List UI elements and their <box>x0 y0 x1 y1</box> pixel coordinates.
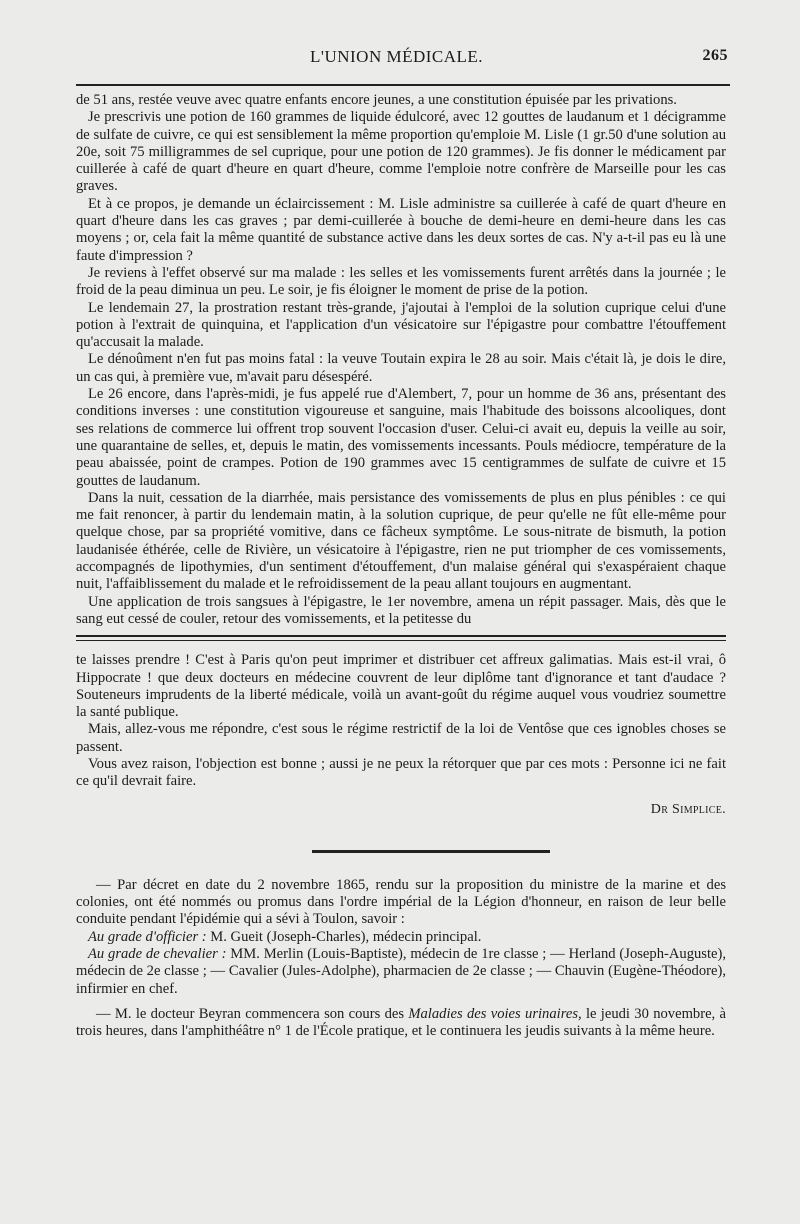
article-body <box>76 92 726 628</box>
paragraph: de 51 ans, restée veuve avec quatre enfants encore jeunes, a une constitution épuisée par les privations. <box>76 92 677 108</box>
paragraph: Vous avez raison, l'objection est bonne ; aussi je ne peux la rétorquer que par ces mots : Personne ici ne fait ce qu'il devrait faire. <box>76 755 726 790</box>
feuilleton-body <box>76 652 726 818</box>
journal-title: L'UNION MÉDICALE. <box>310 47 484 66</box>
paragraph: Je reviens à l'effet observé sur ma malade : les selles et les vomissements furent arrêtés dans la journée ; le froid de la peau diminua un peu. Le soir, je fis éloigner le moment de prise de la potion. <box>76 264 726 299</box>
signature-prefix: Dr <box>650 801 669 817</box>
paragraph: Et à ce propos, je demande un éclaircissement : M. Lisle administre sa cuillerée à café de quart d'heure en quart d'heure dans les cas graves ; par demi-cuillerée à bouche de demi-heure en demi-heure dans les cas moyens ; or, cela fait la même quantité de substance active dans les deux sortes de cas. N'y a-t-il pas eu là une faute d'impression ? <box>76 195 726 264</box>
running-head <box>76 44 756 74</box>
paragraph: Le dénoûment n'en fut pas moins fatal : la veuve Toutain expira le 28 au soir. Mais c'était là, je dois le dire, un cas qui, à première vue, m'avait paru désespéré. <box>76 351 726 385</box>
officer-label: Au grade d'officier : <box>88 928 207 945</box>
feuilleton-separator <box>76 635 726 641</box>
header-rule <box>76 84 730 86</box>
course-intro: — M. le docteur Beyran commencera son cours des <box>96 1005 409 1022</box>
paragraph: te laisses prendre ! C'est à Paris qu'on peut imprimer et distribuer cet affreux galimatias. Mais est-il vrai, ô Hippocrate ! que deux docteurs en médecine couvrent de leur diplôme tant d'ignorance et tant d'audace ? Souteneurs imprudents de la liberté médicale, voilà un avant-goût du régime auquel vous voudriez soumettre la santé publique. <box>76 652 726 721</box>
paragraph: Une application de trois sangsues à l'épigastre, le 1er novembre, amena un répit passager. Mais, dès que le sang eut cessé de couler, retour des vomissements, et la petitesse du <box>76 593 726 627</box>
officer-text: M. Gueit (Joseph-Charles), médecin principal. <box>206 928 482 945</box>
course-title: Maladies des voies urinaires, <box>408 1005 582 1022</box>
paragraph: Le 26 encore, dans l'après-midi, je fus appelé rue d'Alembert, 7, pour un homme de 36 ans, présentant des conditions inverses : une constitution vigoureuse et sanguine, mais l'habitude des boissons alcooliques, dont ses relations de commerce lui offrent trop souvent l'occasion d'user. Celui-ci avait eu, depuis la veille au soir, une quarantaine de selles, et, depuis le matin, des vomissements incessants. Pouls médiocre, température de la peau abaissée, point de crampes. Potion de 190 grammes avec 15 centigrammes de sulfate de cuivre et 15 gouttes de laudanum. <box>76 386 726 489</box>
signature-name: Simplice. <box>672 801 726 817</box>
paragraph: Je prescrivis une potion de 160 grammes de liquide édulcoré, avec 12 gouttes de laudanum et 1 décigramme de sulfate de cuivre, ce qui est sensiblement la même proportion qu'emploie M. Lisle (1 gr.50 d'une solution au 20e, soit 75 milligrammes de sel cuprique, pour une potion de 120 grammes). Je fis donner le médicament par cuillerée à café de quart d'heure en quart d'heure, comme l'emploie notre confrère de Marseille pour les cas graves. <box>76 109 726 195</box>
knight-text: MM. Merlin (Louis-Baptiste), médecin de 1re classe ; — Herland (Joseph-Auguste), médecin de 2e classe ; — Cavalier (Jules-Adolphe), pharmacien de 2e classe ; — Chauvin (Eugène-Théodore), infirmier en chef. <box>76 946 727 997</box>
course-notice <box>76 1006 726 1041</box>
spacer <box>76 998 726 1006</box>
paragraph: Mais, allez-vous me répondre, c'est sous le régime restrictif de la loi de Ventôse que ces ignobles choses se passent. <box>76 721 726 755</box>
section-rule <box>312 850 550 853</box>
knight-label: Au grade de chevalier : <box>88 946 227 963</box>
course-rest: le jeudi 30 novembre, à trois heures, dans l'amphithéâtre n° 1 de l'École pratique, et le continuera les jeudis suivants à la même heure. <box>76 1005 726 1040</box>
decree-notice: — Par décret en date du 2 novembre 1865, rendu sur la proposition du ministre de la marine et des colonies, ont été nommés ou promus dans l'ordre impérial de la Légion d'honneur, en raison de leur belle conduite pendant l'épidémie qui a sévi à Toulon, savoir : <box>76 876 726 928</box>
officer-grade <box>76 929 726 946</box>
paragraph: Le lendemain 27, la prostration restant très-grande, j'ajoutai à l'emploi de la solution cuprique celui d'une potion à l'extrait de quinquina, et l'application d'un vésicatoire sur l'épigastre pour combattre l'étouffement qu'accusait la malade. <box>76 299 726 351</box>
signature <box>76 801 726 818</box>
paragraph: Dans la nuit, cessation de la diarrhée, mais persistance des vomissements de plus en plus pénibles : ce qui me fait renoncer, à partir du lendemain matin, à la solution cuprique, de peur qu'elle ne fût elle-même pour quelque chose, par sa propriété vomitive, dans ce fâcheux symptôme. Le sous-nitrate de bismuth, la potion laudanisée éthérée, celle de Rivière, un vésicatoire à l'épigastre, rien ne put triompher de ces vomissements, accompagnés de lipothymies, d'un sentiment d'étouffement, d'un malaise général qui s'exaspéraient chaque nuit, l'affaiblissement du malade et le refroidissement de la peau allant toujours en augmentant. <box>76 489 726 593</box>
news-section <box>76 877 726 1041</box>
page-number: 265 <box>702 47 728 64</box>
knight-grade <box>76 946 726 998</box>
